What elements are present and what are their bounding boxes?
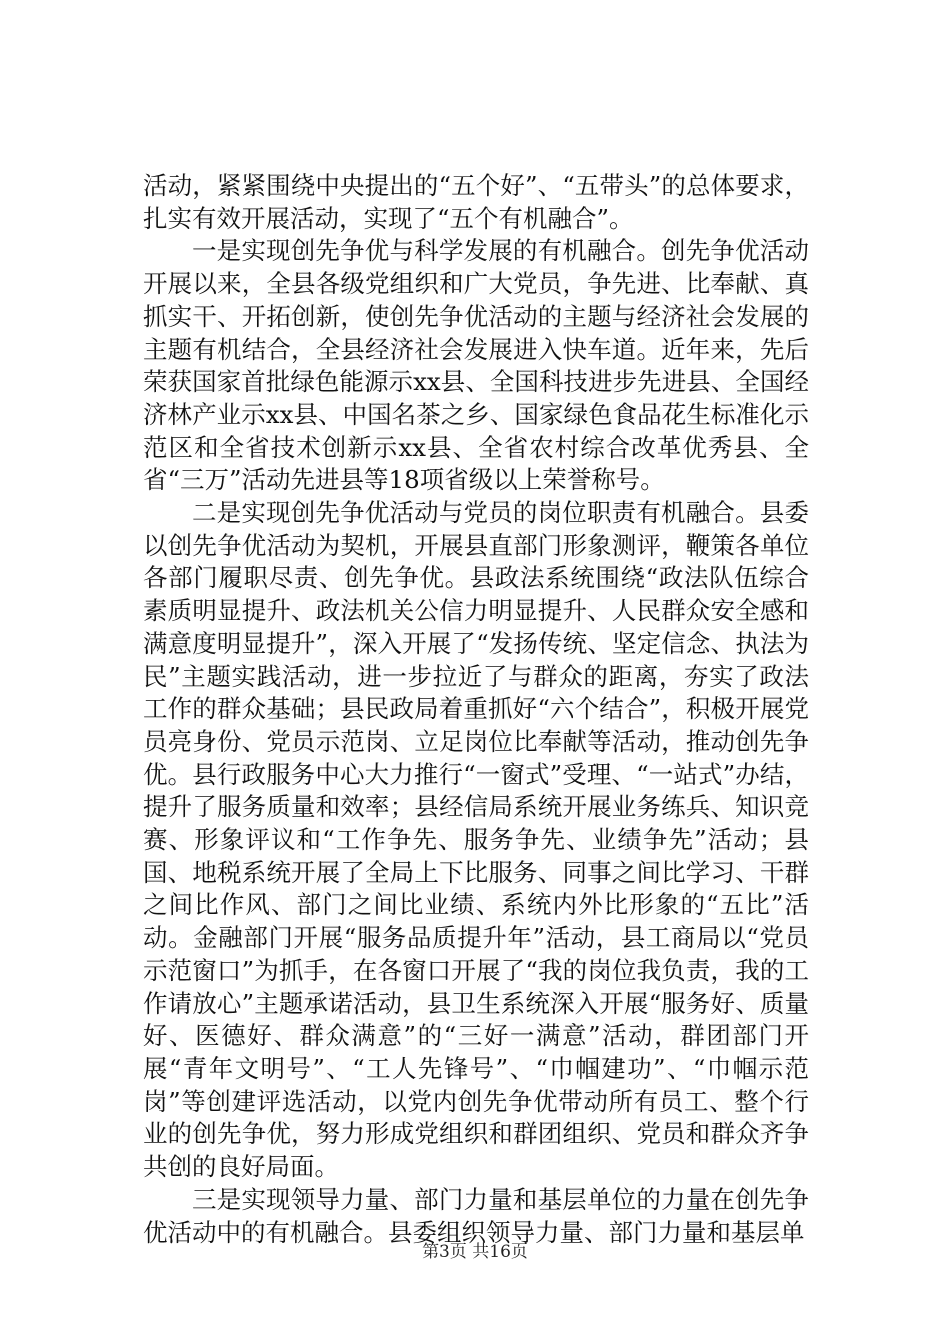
paragraph-continuation: 活动，紧紧围绕中央提出的“五个好”、“五带头”的总体要求，扎实有效开展活动，实现了“五个有机融合”。 [143, 171, 809, 233]
page-number-footer: 第3页 共16页 [422, 1242, 528, 1262]
paragraph-job-duties: 二是实现创先争优活动与党员的岗位职责有机融合。县委以创先争优活动为契机，开展县直部门形象测评，鞭策各单位各部门履职尽责、创先争优。县政法系统围绕“政法队伍综合素质明显提升、政法机关公信力明显提升、人民群众安全感和满意度明显提升”，深入开展了“发扬传统、坚定信念、执法为民”主题实践活动，进一步拉近了与群众的距离，夯实了政法工作的群众基础；县民政局着重抓好“六个结合”，积极开展党员亮身份、党员示范岗、立足岗位比奉献等活动，推动创先争优。县行政服务中心大力推行“一窗式”受理、“一站式”办结，提升了服务质量和效率；县经信局系统开展业务练兵、知识竞赛、形象评议和“工作争先、服务争先、业绩争先”活动；县国、地税系统开展了全局上下比服务、同事之间比学习、干群之间比作风、部门之间比业绩、系统内外比形象的“五比”活动。金融部门开展“服务品质提升年”活动，县工商局以“党员示范窗口”为抓手，在各窗口开展了“我的岗位我负责，我的工作请放心”主题承诺活动，县卫生系统深入开展“服务好、质量好、医德好、群众满意”的“三好一满意”活动，群团部门开展“青年文明号”、“工人先锋号”、“巾帼建功”、“巾帼示范岗”等创建评选活动，以党内创先争优带动所有员工、整个行业的创先争优，努力形成党组织和群团组织、党员和群众齐争共创的良好局面。 [143, 498, 809, 1182]
paragraph-science-development: 一是实现创先争优与科学发展的有机融合。创先争优活动开展以来，全县各级党组织和广大党员，争先进、比奉献、真抓实干、开拓创新，使创先争优活动的主题与经济社会发展的主题有机结合，全县经济社会发展进入快车道。近年来，先后荣获国家首批绿色能源示xx县、全国科技进步先进县、全国经济林产业示xx县、中国名茶之乡、国家绿色食品花生标准化示范区和全省技术创新示xx县、全省农村综合改革优秀县、全省“三万”活动先进县等18项省级以上荣誉称号。 [143, 236, 809, 495]
paragraph-leadership-forces: 三是实现领导力量、部门力量和基层单位的力量在创先争优活动中的有机融合。县委组织领导力量、部门力量和基层单 [143, 1184, 809, 1247]
document-body [143, 170, 809, 1249]
